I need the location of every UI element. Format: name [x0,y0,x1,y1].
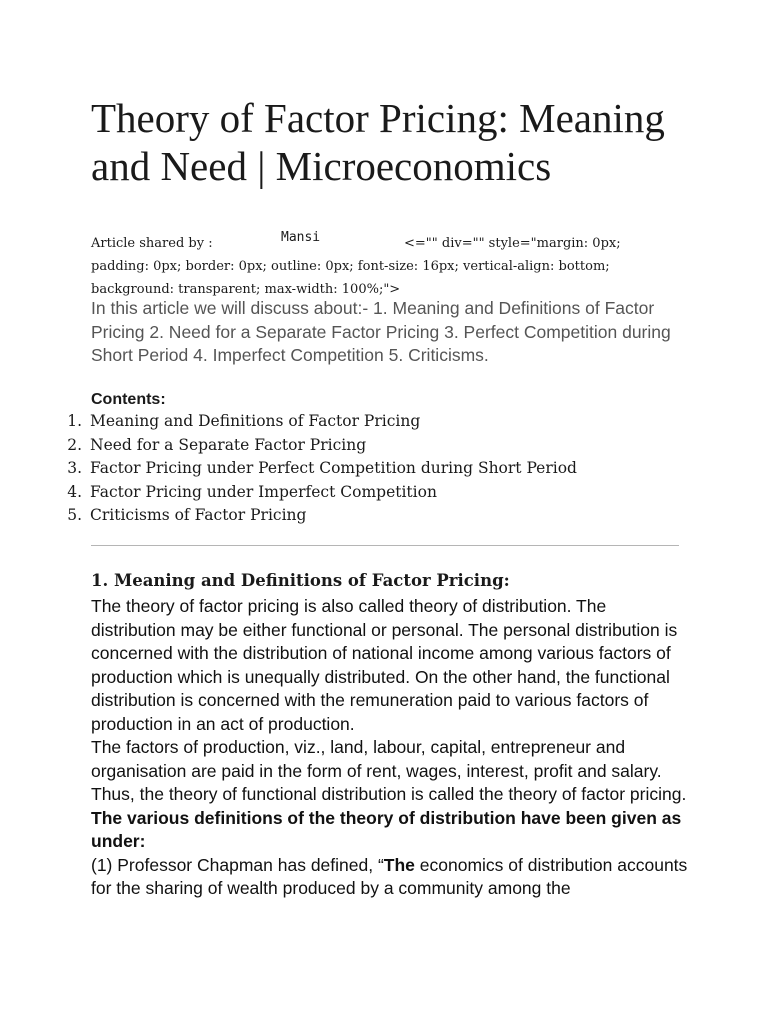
section-body [91,595,691,901]
definitions-intro: The various definitions of the theory of distribution have been given as under: [91,807,682,851]
quote-prefix: (1) Professor Chapman has defined, “ [91,854,384,875]
table-of-contents [50,410,670,528]
toc-item-number: 3. [67,459,82,477]
author-link[interactable]: Mansi [281,230,321,245]
byline [91,232,691,301]
toc-item-imperfect-competition[interactable] [50,481,670,505]
toc-item-label: Factor Pricing under Perfect Competition during Short Period [90,459,577,477]
section-divider [91,545,679,546]
byline-artifact-1: <="" div="" style="margin: 0px; [404,236,621,251]
byline-artifact-3: background: transparent; max-width: 100%;"> [91,282,401,297]
article-title: Theory of Factor Pricing: Meaning and Need | Microeconomics [91,95,665,189]
toc-item-number: 4. [67,482,82,501]
contents-heading: Contents: [91,391,166,408]
toc-item-label: Need for a Separate Factor Pricing [90,435,367,454]
intro-paragraph: In this article we will discuss about:- 1. Meaning and Definitions of Factor Pricing 2. Need for a Separate Factor Pricing 3. Perfect Competition during Short Period 4. Imperfect Competition 5. Criticisms. [91,298,671,365]
body-paragraph: The factors of production, viz., land, labour, capital, entrepreneur and organisation are paid in the form of rent, wages, interest, profit and salary. Thus, the theory of functional distribution is called the theory of factor pricing. [91,737,687,804]
toc-item-meaning[interactable] [50,410,670,434]
body-paragraph: The theory of factor pricing is also called theory of distribution. The distribution may be either functional or personal. The personal distribution is concerned with the distribution of national income among various factors of production which is unequally distributed. On the other hand, the functional distribution is concerned with the remuneration paid to various factors of production in an act of production. [91,596,678,734]
quote-paragraph [91,854,691,901]
toc-item-label: Factor Pricing under Imperfect Competition [90,482,437,501]
toc-item-label: Criticisms of Factor Pricing [90,506,307,524]
toc-item-perfect-competition[interactable] [50,457,670,481]
quote-bold: The [383,854,415,875]
byline-artifact-2: padding: 0px; border: 0px; outline: 0px; font-size: 16px; vertical-align: bottom; [91,259,610,274]
section-heading: 1. Meaning and Definitions of Factor Pricing: [91,571,510,590]
toc-item-number: 5. [67,506,82,524]
toc-item-number: 1. [67,412,82,430]
byline-label: Article shared by : [91,236,213,251]
quote-rest: economics of distribution accounts for the sharing of wealth produced by a community among the [91,854,688,898]
toc-item-number: 2. [67,435,82,454]
toc-item-label: Meaning and Definitions of Factor Pricing [90,412,421,430]
toc-item-criticisms[interactable] [50,504,670,528]
byline-first-line [91,232,691,255]
toc-item-need[interactable] [50,434,670,458]
